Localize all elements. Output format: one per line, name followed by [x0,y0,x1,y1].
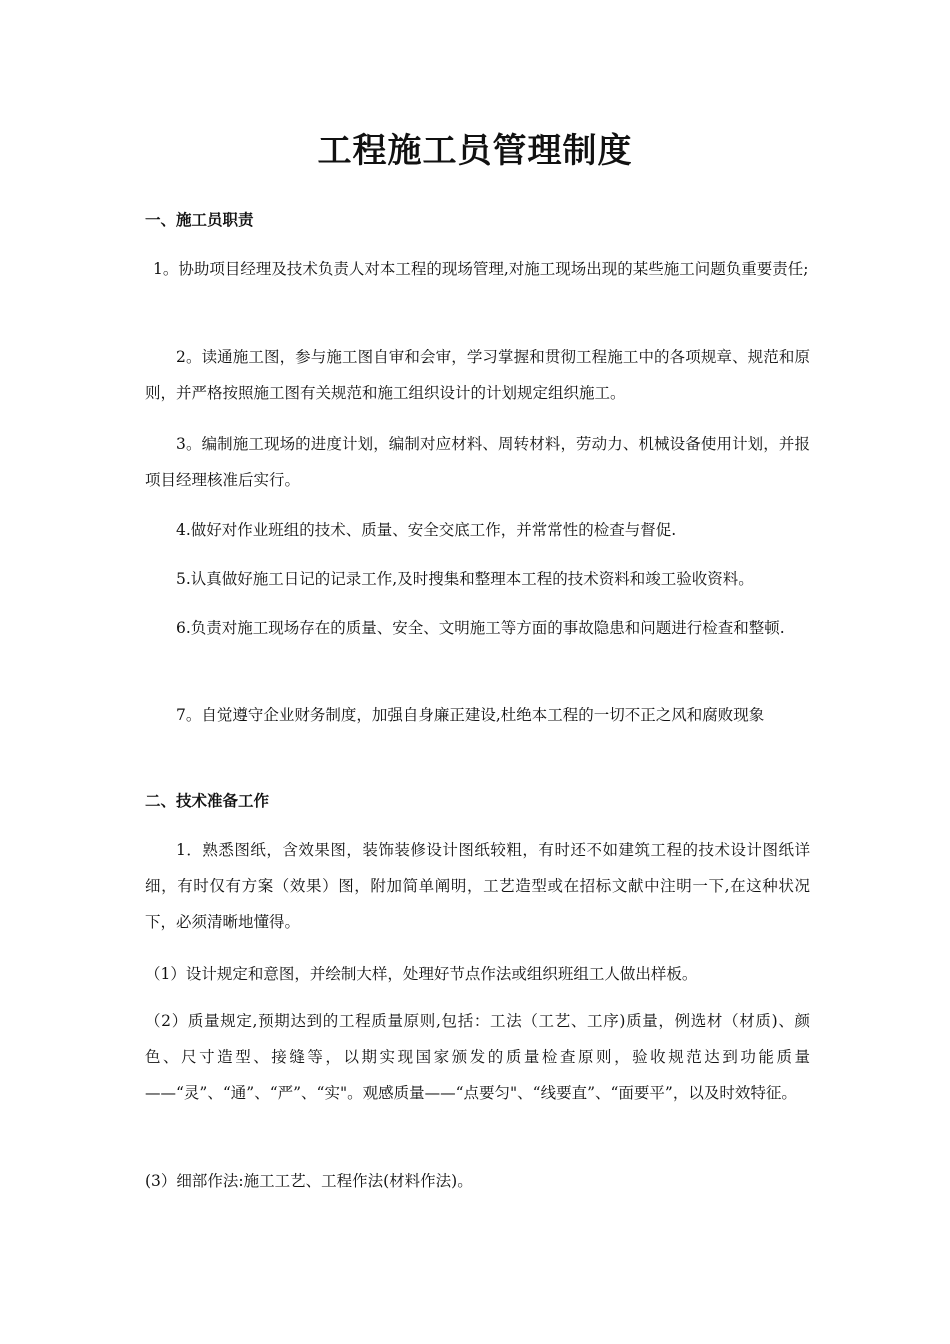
section-heading-technical-preparation: 二、技术准备工作 [145,791,270,810]
prep-paragraph-1: 1．熟悉图纸，含效果图，装饰装修设计图纸较粗，有时还不如建筑工程的技术设计图纸详细，有时仅有方案（效果）图，附加简单阐明，工艺造型或在招标文献中注明一下,在这种状况下，必须清晰地懂得。 [145,841,810,931]
prep-paragraph-4: (3）细部作法:施工工艺、工程作法(材料作法)。 [145,1172,473,1190]
prep-paragraph-3: （2）质量规定,预期达到的工程质量原则,包括：工法（工艺、工序)质量，例选材（材质)、颜色、尺寸造型、接缝等，以期实现国家颁发的质量检查原则，验收规范达到功能质量——“灵”、“通”、“严”、“实"。观感质量——“点要匀"、“线要直”、“面要平”，以及时效特征。 [145,1012,810,1102]
duty-paragraph-1: 1。协助项目经理及技术负责人对本工程的现场管理,对施工现场出现的某些施工问题负重要责任; [153,260,809,278]
duty-paragraph-3: 3。编制施工现场的进度计划，编制对应材料、周转材料，劳动力、机械设备使用计划，并报项目经理核准后实行。 [145,435,810,489]
duty-paragraph-2: 2。读通施工图，参与施工图自审和会审，学习掌握和贯彻工程施工中的各项规章、规范和原则，并严格按照施工图有关规范和施工组织设计的计划规定组织施工。 [145,348,810,402]
duty-paragraph-7: 7。自觉遵守企业财务制度，加强自身廉正建设,杜绝本工程的一切不正之风和腐败现象 [176,706,765,724]
prep-paragraph-2: （1）设计规定和意图，并绘制大样，处理好节点作法或组织班组工人做出样板。 [145,965,698,983]
duty-paragraph-5: 5.认真做好施工日记的记录工作,及时搜集和整理本工程的技术资料和竣工验收资料。 [176,570,754,588]
section-heading-duties: 一、施工员职责 [145,210,254,229]
duty-paragraph-6: 6.负责对施工现场存在的质量、安全、文明施工等方面的事故隐患和问题进行检查和整顿. [176,619,785,637]
duty-paragraph-4: 4.做好对作业班组的技术、质量、安全交底工作，并常常性的检查与督促. [176,521,677,539]
page-title: 工程施工员管理制度 [317,131,633,171]
